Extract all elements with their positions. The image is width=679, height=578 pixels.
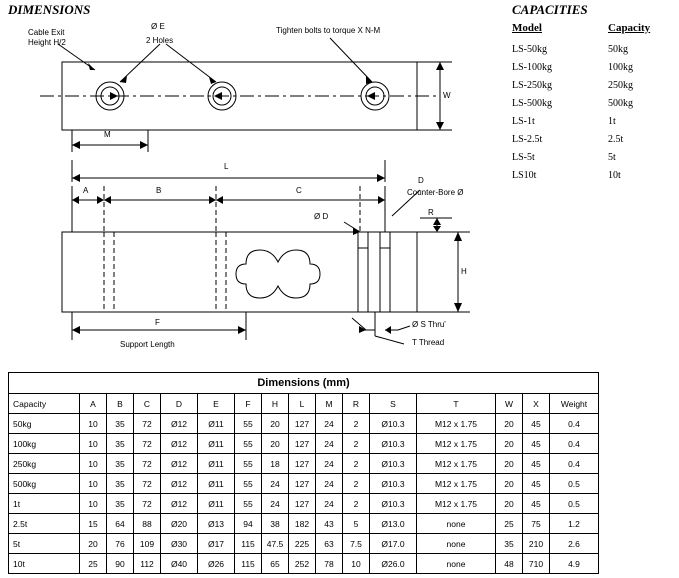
cell: 78 [316,554,343,574]
column-header: Capacity [9,394,80,414]
cell: Ø26 [198,554,235,574]
column-header: L [289,394,316,414]
cell: 24 [316,414,343,434]
cell: Ø17 [198,534,235,554]
column-header: T [417,394,496,414]
capacity-value: 10t [608,170,621,181]
label-2-holes: 2 Holes [146,36,174,45]
cell: Ø13.0 [370,514,417,534]
cell: 55 [235,454,262,474]
cell: 18 [262,454,289,474]
cell: Ø10.3 [370,434,417,454]
cell: 24 [262,474,289,494]
cell-capacity: 100kg [9,434,80,454]
cell-capacity: 5t [9,534,80,554]
cell: 10 [80,474,107,494]
capacity-value: 100kg [608,62,633,73]
label-dim-d: D [418,176,424,185]
cell: 35 [107,474,134,494]
cell: 24 [316,454,343,474]
cell: 2.6 [550,534,599,554]
page-title-dimensions: DIMENSIONS [8,2,91,17]
cell-capacity: 10t [9,554,80,574]
column-header: F [235,394,262,414]
cell: 24 [316,434,343,454]
cell: Ø10.3 [370,414,417,434]
label-dim-w: W [443,91,451,100]
cell: M12 x 1.75 [417,494,496,514]
cell: 127 [289,434,316,454]
cell: 72 [134,494,161,514]
cell: 20 [496,434,523,454]
cell: 35 [107,494,134,514]
cell: 55 [235,494,262,514]
capacity-model: LS-250kg [512,80,552,91]
cell: 15 [80,514,107,534]
capacity-value: 250kg [608,80,633,91]
cell: 25 [80,554,107,574]
cell: Ø11 [198,414,235,434]
cell: 0.4 [550,414,599,434]
cell: none [417,514,496,534]
cell: 72 [134,474,161,494]
cell: 88 [134,514,161,534]
cell: 72 [134,454,161,474]
label-s-thru: Ø S Thru' [412,320,446,329]
cell: 127 [289,474,316,494]
cell: Ø11 [198,474,235,494]
cell: 45 [523,474,550,494]
cell: Ø30 [161,534,198,554]
cell-capacity: 250kg [9,454,80,474]
cell: 48 [496,554,523,574]
cell: 0.4 [550,454,599,474]
column-header: H [262,394,289,414]
cell: 2 [343,434,370,454]
cell: 2 [343,474,370,494]
cell: 182 [289,514,316,534]
table-row [9,494,599,514]
cell: 35 [496,534,523,554]
cell: 10 [343,554,370,574]
cell: 55 [235,474,262,494]
cell: Ø11 [198,434,235,454]
cell: 72 [134,414,161,434]
cell: 35 [107,414,134,434]
capacities-header-model: Model [512,22,542,34]
label-dim-c: C [296,186,302,195]
capacity-model: LS-50kg [512,44,547,55]
label-torque-note: Tighten bolts to torque X N-M [276,26,381,35]
cell: Ø17.0 [370,534,417,554]
cell: 10 [80,494,107,514]
label-dia-d: Ø D [314,212,329,221]
table-row [9,514,599,534]
capacity-model: LS-1t [512,116,535,127]
table-row [9,474,599,494]
capacity-model: LS-2.5t [512,134,543,145]
table-title-row [9,373,599,394]
column-header: W [496,394,523,414]
cell: 20 [262,414,289,434]
cell: 252 [289,554,316,574]
cell-capacity: 2.5t [9,514,80,534]
cell: Ø20 [161,514,198,534]
cell-capacity: 1t [9,494,80,514]
cell: M12 x 1.75 [417,474,496,494]
label-hole-diameter-e: Ø E [151,22,165,31]
cell: Ø12 [161,454,198,474]
label-dim-r: R [428,208,434,217]
cell: Ø11 [198,454,235,474]
cell: Ø26.0 [370,554,417,574]
cell: 10 [80,434,107,454]
cell: 47.5 [262,534,289,554]
cell: 127 [289,494,316,514]
label-support-length: Support Length [120,340,175,349]
capacity-model: LS10t [512,170,537,181]
table-header-row [9,394,599,414]
cell: 45 [523,494,550,514]
cell: 94 [235,514,262,534]
cell: 20 [262,434,289,454]
label-dim-h: H [461,267,467,276]
cell: Ø12 [161,494,198,514]
cell: none [417,554,496,574]
cell: 225 [289,534,316,554]
page-title-capacities: CAPACITIES [512,2,588,17]
label-cable-exit: Cable Exit [28,28,65,37]
cell: 109 [134,534,161,554]
cell: 0.5 [550,494,599,514]
cell: 127 [289,414,316,434]
label-dim-f: F [155,318,160,327]
cell: 90 [107,554,134,574]
capacity-value: 500kg [608,98,633,109]
capacities-header-capacity: Capacity [608,22,651,34]
cell: 45 [523,414,550,434]
cell: 72 [134,434,161,454]
cell: Ø10.3 [370,474,417,494]
cell: 10 [80,454,107,474]
label-dim-m: M [104,130,111,139]
label-dim-a: A [83,186,89,195]
cell: Ø10.3 [370,454,417,474]
column-header: D [161,394,198,414]
column-header: E [198,394,235,414]
cell: M12 x 1.75 [417,454,496,474]
cell: 115 [235,554,262,574]
cell: 24 [316,494,343,514]
table-row [9,414,599,434]
cell: 7.5 [343,534,370,554]
cell: Ø12 [161,434,198,454]
column-header: X [523,394,550,414]
cell: Ø40 [161,554,198,574]
capacity-model: LS-100kg [512,62,552,73]
cell: Ø12 [161,414,198,434]
column-header: C [134,394,161,414]
cell: none [417,534,496,554]
label-dim-b: B [156,186,162,195]
capacity-value: 2.5t [608,134,624,145]
cell: 24 [316,474,343,494]
capacity-value: 5t [608,152,616,163]
cell: 112 [134,554,161,574]
cell: 710 [523,554,550,574]
label-t-thread: T Thread [412,338,445,347]
cell-capacity: 50kg [9,414,80,434]
cell: 55 [235,414,262,434]
capacity-model: LS-5t [512,152,535,163]
cell: 63 [316,534,343,554]
cell: 20 [80,534,107,554]
cell: 38 [262,514,289,534]
table-row [9,554,599,574]
cell: Ø11 [198,494,235,514]
capacity-value: 50kg [608,44,628,55]
cell: 43 [316,514,343,534]
cell: 64 [107,514,134,534]
cell: Ø10.3 [370,494,417,514]
column-header: R [343,394,370,414]
table-title: Dimensions (mm) [9,373,599,394]
cell-capacity: 500kg [9,474,80,494]
cell: Ø13 [198,514,235,534]
dimensions-table [8,372,599,574]
cell: 45 [523,434,550,454]
cell: 35 [107,434,134,454]
column-header: B [107,394,134,414]
cell: 76 [107,534,134,554]
column-header: M [316,394,343,414]
cell: 2 [343,454,370,474]
cell: 2 [343,414,370,434]
cell: 10 [80,414,107,434]
cell: 35 [107,454,134,474]
cell: 0.5 [550,474,599,494]
cell: 20 [496,494,523,514]
capacity-model: LS-500kg [512,98,552,109]
cell: 45 [523,454,550,474]
cell: 1.2 [550,514,599,534]
cell: 20 [496,454,523,474]
cell: Ø12 [161,474,198,494]
table-row [9,534,599,554]
cell: 0.4 [550,434,599,454]
cell: 127 [289,454,316,474]
cell: 24 [262,494,289,514]
column-header: Weight [550,394,599,414]
cell: 65 [262,554,289,574]
capacity-value: 1t [608,116,616,127]
cell: 25 [496,514,523,534]
label-dim-l: L [224,162,229,171]
cell: 115 [235,534,262,554]
column-header: S [370,394,417,414]
cell: M12 x 1.75 [417,414,496,434]
label-counter-bore: Counter-Bore Ø [407,188,464,197]
cell: 5 [343,514,370,534]
cell: 4.9 [550,554,599,574]
cell: 55 [235,434,262,454]
cell: 2 [343,494,370,514]
cell: 75 [523,514,550,534]
cell: 210 [523,534,550,554]
cell: 20 [496,414,523,434]
table-row [9,434,599,454]
table-row [9,454,599,474]
cell: 20 [496,474,523,494]
label-cable-exit-height: Height H/2 [28,38,66,47]
cell: M12 x 1.75 [417,434,496,454]
column-header: A [80,394,107,414]
